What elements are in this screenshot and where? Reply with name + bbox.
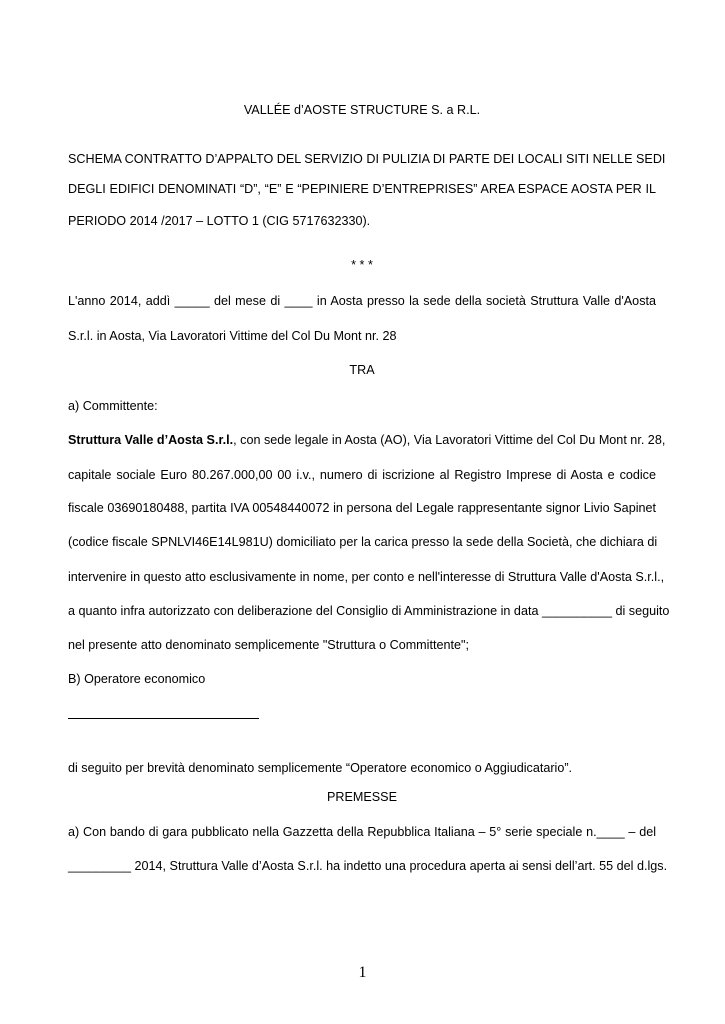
- intro-line-2: S.r.l. in Aosta, Via Lavoratori Vittime del Col Du Mont nr. 28: [68, 329, 397, 343]
- premesse-heading: PREMESSE: [327, 790, 397, 804]
- committente-line-4: (codice fiscale SPNLVI46E14L981U) domiciliato per la carica presso la sede della Società, che dichiara di: [68, 535, 658, 549]
- committente-line-1-rest: , con sede legale in Aosta (AO), Via Lavoratori Vittime del Col Du Mont nr. 28,: [233, 433, 666, 447]
- separator: * * *: [351, 258, 373, 272]
- operatore-heading: B) Operatore economico: [68, 672, 206, 686]
- committente-line-7: nel presente atto denominato semplicemente "Struttura o Committente";: [68, 638, 469, 652]
- company-header: VALLÉE d’AOSTE STRUCTURE S. a R.L.: [243, 103, 481, 117]
- committente-line-6: a quanto infra autorizzato con deliberazione del Consiglio di Amministrazione in data __________ di seguito: [68, 604, 670, 618]
- intro-line-1: L'anno 2014, addì _____ del mese di ____ in Aosta presso la sede della società Struttura Valle d'Aosta: [68, 294, 656, 308]
- committente-line-1: [68, 432, 666, 448]
- premesse-line-2: _________ 2014, Struttura Valle d’Aosta S.r.l. ha indetto una procedura aperta ai sensi dell’art. 55 del d.lgs.: [68, 859, 668, 873]
- committente-line-2: capitale sociale Euro 80.267.000,00 00 i.v., numero di iscrizione al Registro Imprese di Aosta e codice: [68, 468, 656, 482]
- committente-heading: a) Committente:: [68, 399, 158, 413]
- page-number: 1: [358, 964, 367, 981]
- operatore-blank-line: [68, 718, 259, 719]
- title-line-3: PERIODO 2014 /2017 – LOTTO 1 (CIG 5717632330).: [68, 214, 371, 228]
- title-line-1: SCHEMA CONTRATTO D’APPALTO DEL SERVIZIO DI PULIZIA DI PARTE DEI LOCALI SITI NELLE SEDI: [68, 152, 666, 166]
- premesse-line-1: a) Con bando di gara pubblicato nella Gazzetta della Repubblica Italiana – 5° serie speciale n.____ – del: [68, 825, 656, 839]
- title-line-2: DEGLI EDIFICI DENOMINATI “D”, “E” E “PEPINIERE D’ENTREPRISES” AREA ESPACE AOSTA PER IL: [68, 182, 656, 196]
- committente-name: Struttura Valle d’Aosta S.r.l.: [68, 433, 234, 447]
- committente-line-3: fiscale 03690180488, partita IVA 00548440072 in persona del Legale rappresentante signor Livio Sapinet: [68, 501, 656, 515]
- operatore-line-1: di seguito per brevità denominato semplicemente “Operatore economico o Aggiudicatario”.: [68, 761, 573, 775]
- committente-line-5: intervenire in questo atto esclusivamente in nome, per conto e nell'interesse di Struttura Valle d'Aosta S.r.l.,: [68, 570, 665, 584]
- tra-label: TRA: [349, 363, 375, 377]
